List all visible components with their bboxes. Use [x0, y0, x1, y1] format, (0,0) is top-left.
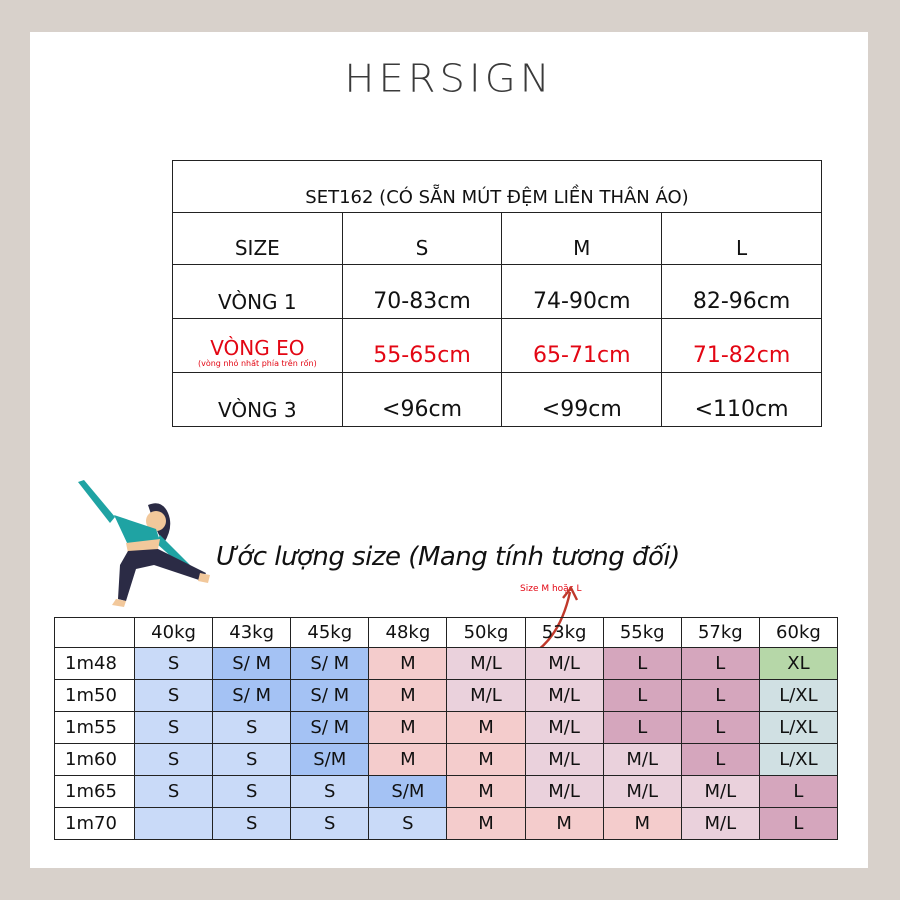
page-frame: [30, 32, 868, 868]
vong-3-s: <96cm: [342, 373, 502, 427]
size-cell: S: [213, 808, 291, 840]
corner-cell: [55, 618, 135, 648]
size-cell: XL: [759, 648, 837, 680]
size-cell: M/L: [681, 776, 759, 808]
size-cell: S/M: [369, 776, 447, 808]
height-label: 1m55: [55, 712, 135, 744]
row-vong-eo: [173, 319, 822, 373]
size-cell: S: [213, 776, 291, 808]
size-cell: S/ M: [213, 680, 291, 712]
size-cell: S: [135, 744, 213, 776]
vong-eo-title: VÒNG EO: [210, 336, 305, 360]
size-rows: [55, 648, 838, 840]
weight-header: 45kg: [291, 618, 369, 648]
weight-header: 57kg: [681, 618, 759, 648]
label-vong-3: VÒNG 3: [173, 373, 343, 427]
size-cell: M/L: [603, 776, 681, 808]
vong-3-l: <110cm: [662, 373, 822, 427]
size-cell: L: [681, 712, 759, 744]
vong-3-m: <99cm: [502, 373, 662, 427]
size-cell: M/L: [447, 648, 525, 680]
header-size: SIZE: [173, 213, 343, 265]
size-cell: L: [603, 648, 681, 680]
set-title: SET162 (CÓ SẴN MÚT ĐỆM LIỀN THÂN ÁO): [173, 161, 822, 213]
row-vong-1: [173, 265, 822, 319]
size-cell: M: [603, 808, 681, 840]
vong-eo-l: 71-82cm: [662, 319, 822, 373]
size-cell: L: [681, 744, 759, 776]
vong-1-l: 82-96cm: [662, 265, 822, 319]
size-cell: L/XL: [759, 680, 837, 712]
table-row: [55, 744, 838, 776]
size-cell: S/ M: [213, 648, 291, 680]
size-cell: M/L: [525, 712, 603, 744]
size-cell: S/ M: [291, 680, 369, 712]
size-cell: S/M: [291, 744, 369, 776]
vong-1-m: 74-90cm: [502, 265, 662, 319]
size-cell: L/XL: [759, 744, 837, 776]
size-cell: S: [213, 744, 291, 776]
table-row: [55, 808, 838, 840]
size-cell: M: [447, 776, 525, 808]
size-cell: S/ M: [291, 648, 369, 680]
weight-header: 53kg: [525, 618, 603, 648]
size-cell: M/L: [447, 680, 525, 712]
weight-header: 55kg: [603, 618, 681, 648]
size-cell: S: [213, 712, 291, 744]
size-cell: L: [603, 712, 681, 744]
estimate-title: Ước lượng size (Mang tính tương đối): [216, 542, 680, 572]
set-header-row: [173, 213, 822, 265]
vong-eo-m: 65-71cm: [502, 319, 662, 373]
size-cell: M: [369, 680, 447, 712]
size-estimate-table: [54, 617, 838, 840]
size-cell: L: [759, 808, 837, 840]
size-cell: S: [369, 808, 447, 840]
weight-header: 60kg: [759, 618, 837, 648]
vong-eo-note: (vòng nhỏ nhất phía trên rốn): [197, 359, 317, 368]
set-size-table: [172, 160, 822, 427]
size-cell: M/L: [525, 648, 603, 680]
header-s: S: [342, 213, 502, 265]
weight-header-row: [55, 618, 838, 648]
size-cell: M/L: [681, 808, 759, 840]
size-cell: M: [369, 648, 447, 680]
size-cell: L/XL: [759, 712, 837, 744]
header-m: M: [502, 213, 662, 265]
height-label: 1m48: [55, 648, 135, 680]
table-row: [55, 776, 838, 808]
size-cell: S: [135, 648, 213, 680]
vong-1-s: 70-83cm: [342, 265, 502, 319]
size-cell: M: [447, 712, 525, 744]
size-cell: L: [603, 680, 681, 712]
label-vong-1: VÒNG 1: [173, 265, 343, 319]
height-label: 1m60: [55, 744, 135, 776]
table-row: [55, 680, 838, 712]
vong-eo-s: 55-65cm: [342, 319, 502, 373]
size-cell: [135, 808, 213, 840]
annotation-text: Size M hoặc L: [520, 584, 582, 594]
weight-header: 50kg: [447, 618, 525, 648]
row-vong-3: [173, 373, 822, 427]
size-cell: S: [135, 680, 213, 712]
size-cell: M: [447, 744, 525, 776]
size-cell: M: [447, 808, 525, 840]
height-label: 1m65: [55, 776, 135, 808]
size-cell: L: [681, 680, 759, 712]
size-cell: S: [291, 808, 369, 840]
table-row: [55, 648, 838, 680]
yoga-woman-icon: [70, 477, 210, 617]
size-cell: S/ M: [291, 712, 369, 744]
header-l: L: [662, 213, 822, 265]
table-row: [55, 712, 838, 744]
size-cell: M/L: [525, 744, 603, 776]
brand-logo: HERSIGN: [344, 57, 554, 101]
height-label: 1m70: [55, 808, 135, 840]
size-cell: M: [525, 808, 603, 840]
label-vong-eo: [173, 319, 343, 373]
weight-header: 40kg: [135, 618, 213, 648]
size-cell: M/L: [525, 776, 603, 808]
size-cell: M/L: [603, 744, 681, 776]
size-cell: M/L: [525, 680, 603, 712]
size-cell: S: [135, 712, 213, 744]
size-cell: M: [369, 744, 447, 776]
size-cell: L: [759, 776, 837, 808]
size-cell: M: [369, 712, 447, 744]
weight-header: 43kg: [213, 618, 291, 648]
size-cell: S: [135, 776, 213, 808]
size-cell: S: [291, 776, 369, 808]
size-cell: L: [681, 648, 759, 680]
height-label: 1m50: [55, 680, 135, 712]
weight-header: 48kg: [369, 618, 447, 648]
